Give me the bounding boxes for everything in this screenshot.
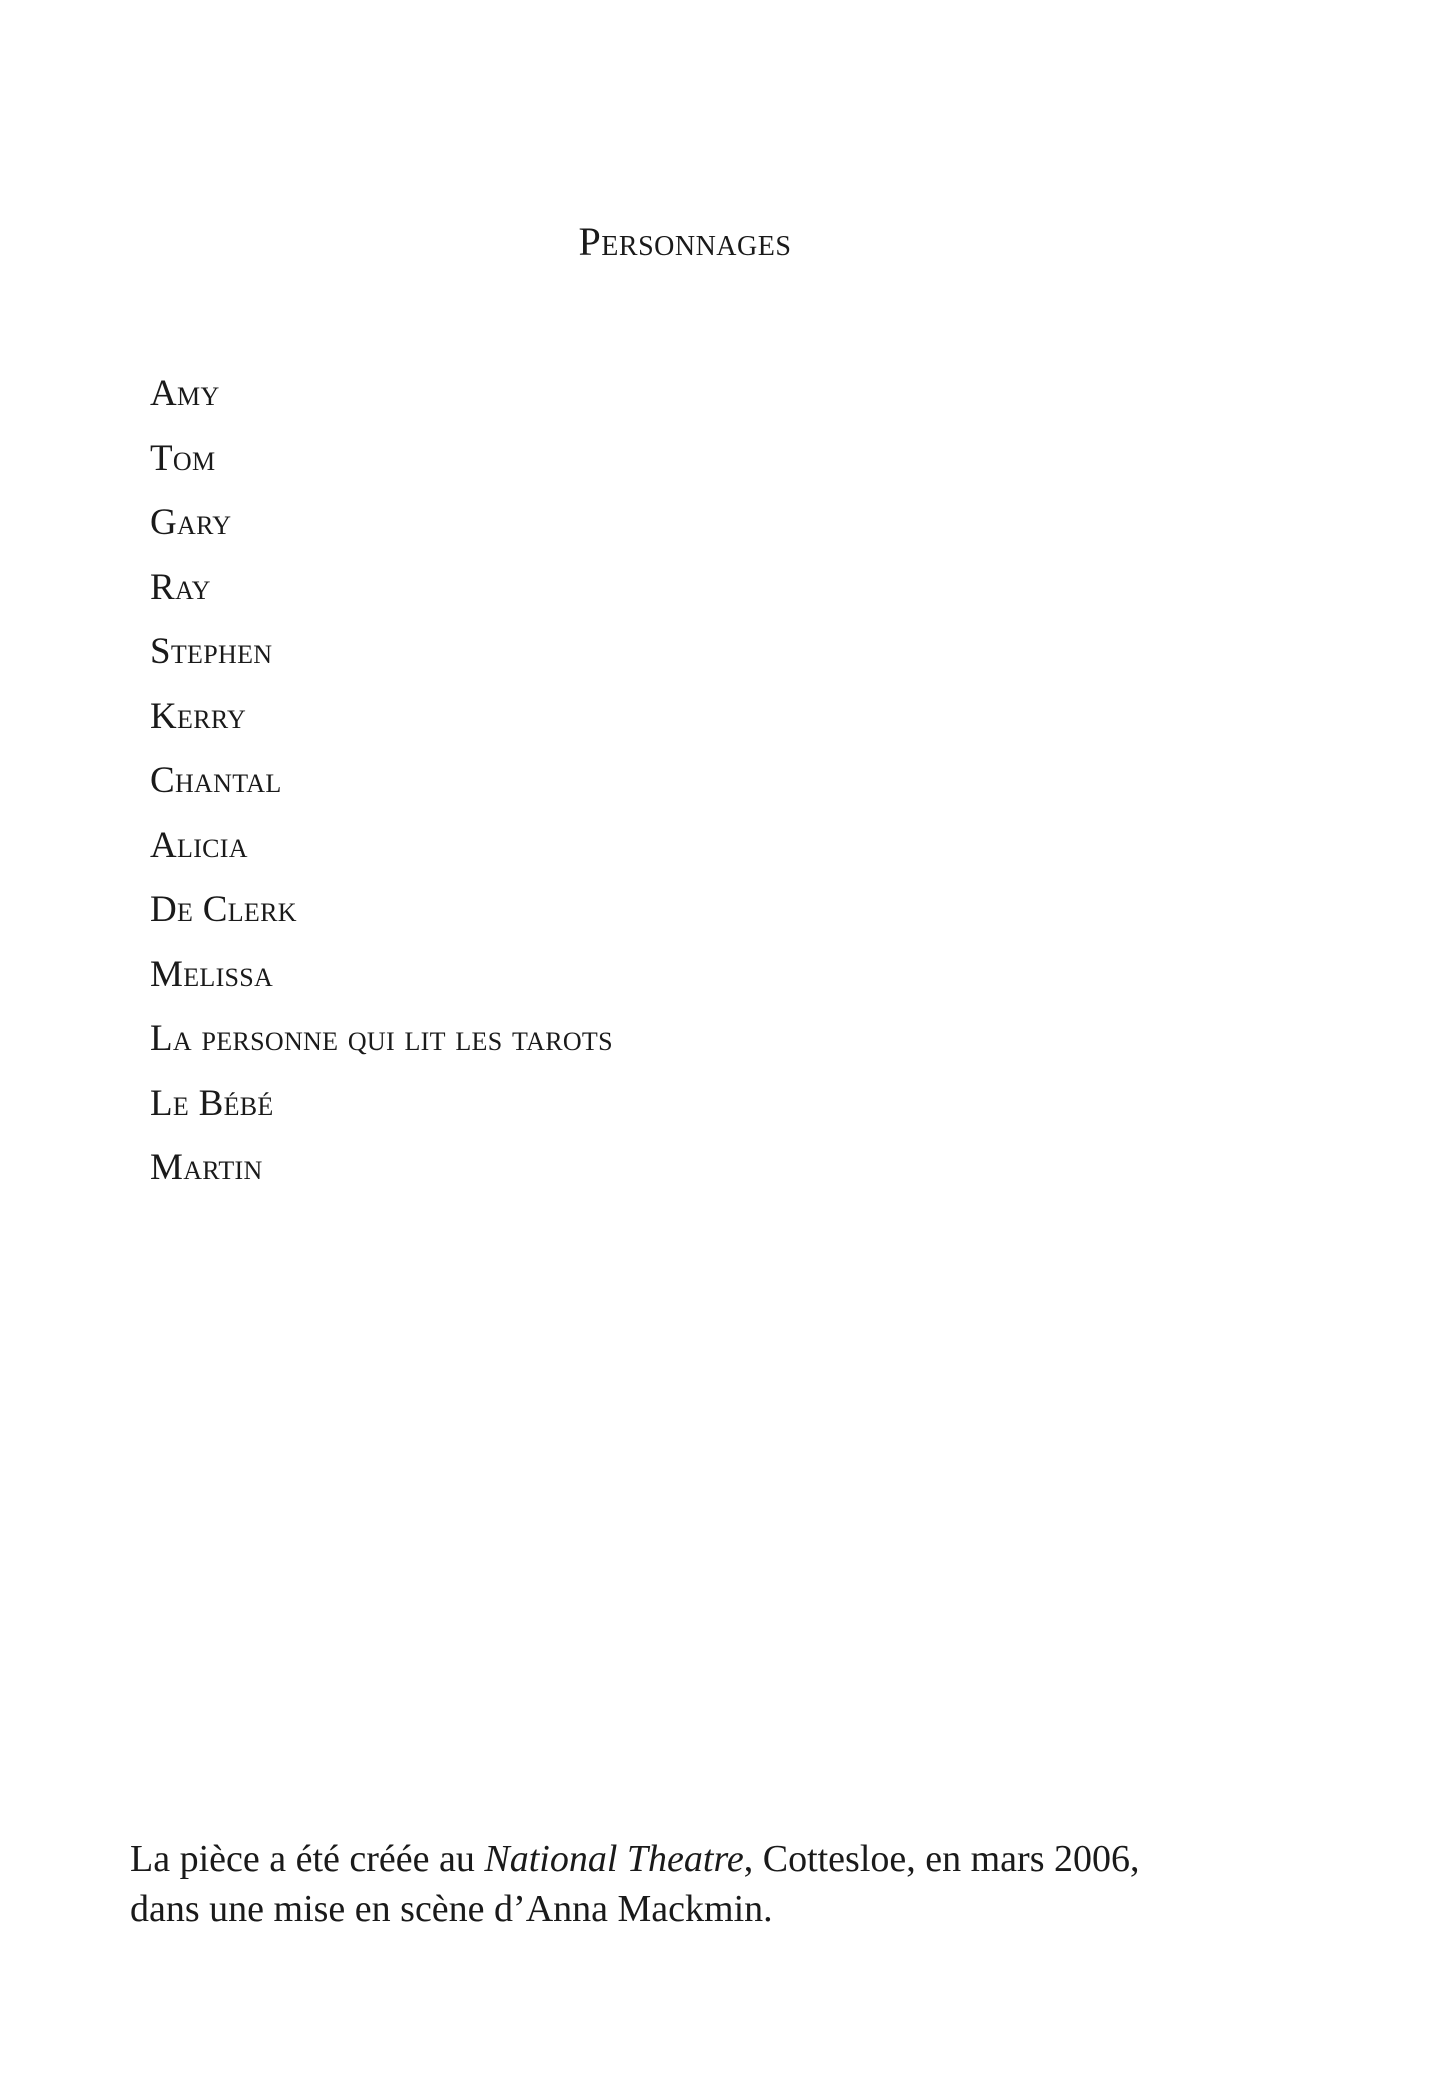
character-name: Melissa xyxy=(150,953,274,995)
character-name: Stephen xyxy=(150,631,273,672)
character-name: Le Bébé xyxy=(150,1082,274,1124)
page-title: Personnages xyxy=(578,219,792,264)
character-name: Gary xyxy=(150,502,232,543)
character-name: Tom xyxy=(150,437,216,479)
credit-text-line2: dans une mise en scène d’Anna Mackmin. xyxy=(130,1888,773,1930)
credit-text-after: , Cottesloe, en mars 2006, xyxy=(743,1838,1140,1880)
character-name: De Clerk xyxy=(150,889,297,930)
character-name: Alicia xyxy=(150,824,248,866)
character-name: Martin xyxy=(150,1147,263,1188)
theatre-name: National Theatre xyxy=(484,1838,744,1880)
character-name: Ray xyxy=(150,566,211,608)
character-list xyxy=(150,362,613,1201)
premiere-credit xyxy=(130,1834,1270,1934)
character-name: Kerry xyxy=(150,695,247,737)
character-name: Amy xyxy=(150,373,220,414)
credit-text-before: La pièce a été créée au xyxy=(130,1838,485,1880)
character-name: Chantal xyxy=(150,760,282,801)
character-name: La personne qui lit les tarots xyxy=(150,1018,613,1059)
